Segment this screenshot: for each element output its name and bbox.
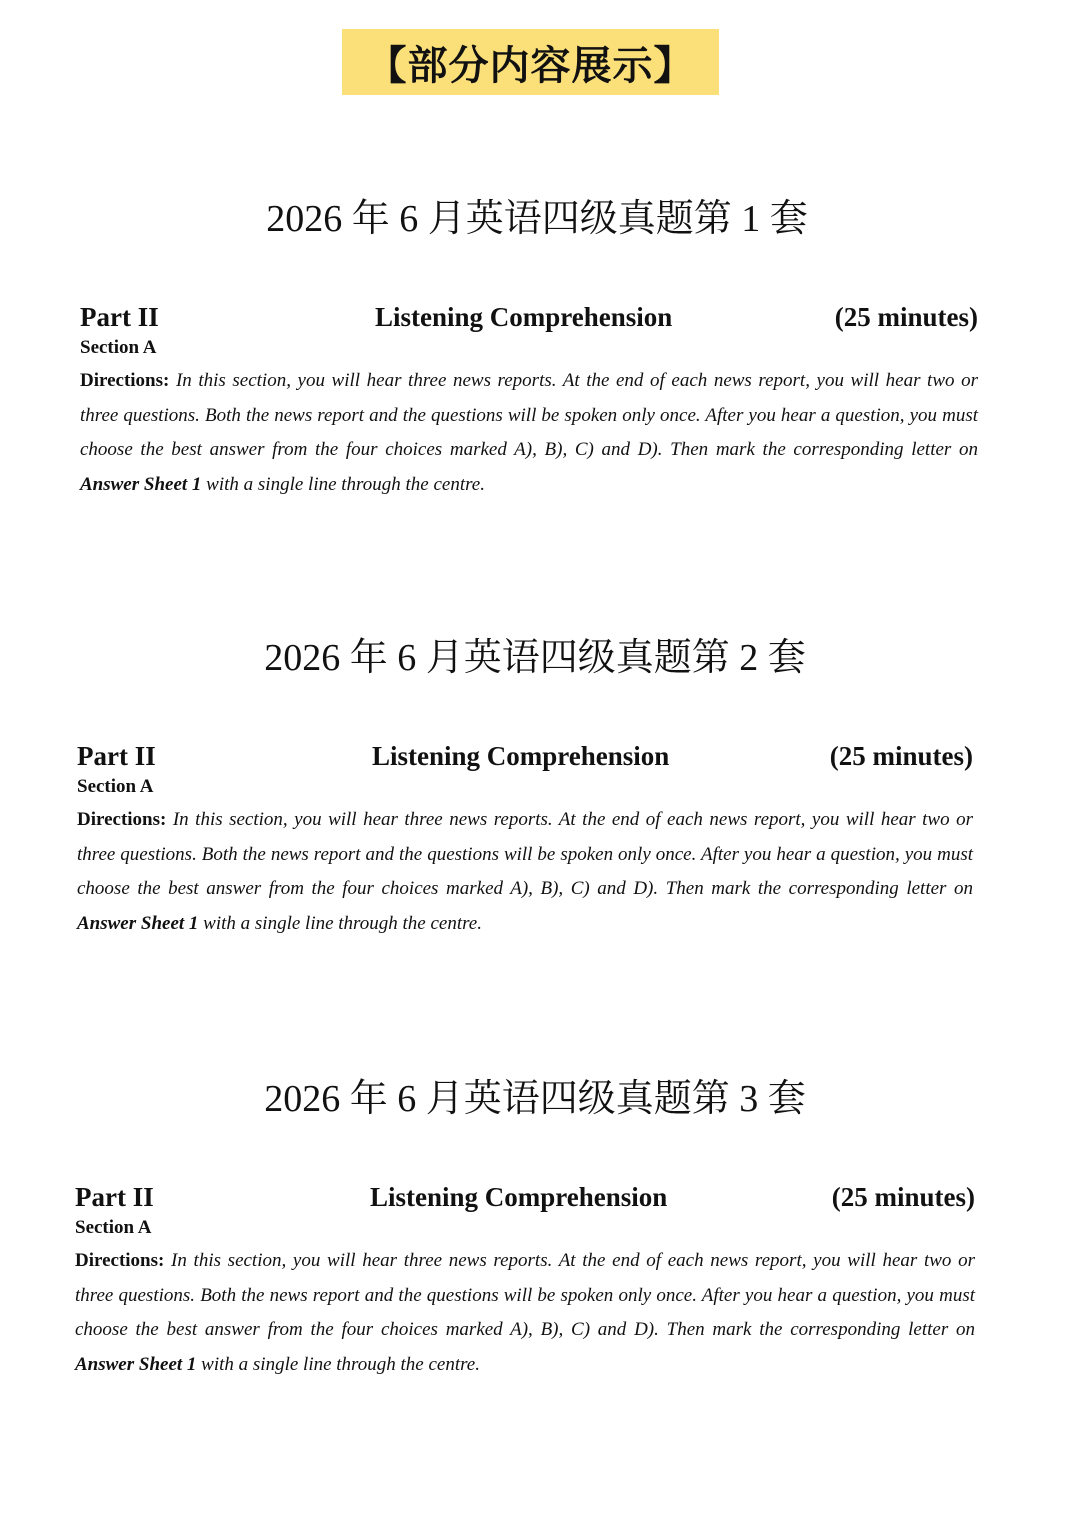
part-time: (25 minutes) [831, 1182, 975, 1212]
directions-text-end: with a single line through the centre. [201, 473, 485, 495]
answer-sheet-ref: Answer Sheet 1 [80, 473, 202, 495]
part-title: Listening Comprehension [370, 1182, 668, 1212]
part-title: Listening Comprehension [372, 741, 670, 771]
directions-paragraph [77, 803, 973, 941]
section-label: Section A [75, 1217, 152, 1238]
directions-text: In this section, you will hear three news reports. At the end of each news report, you will hear two or three questions. Both the news report and the questions will be spoken only once. After you hear a question, you must choose the best answer from the four choices marked A), B), C) and D). Then mark the corresponding letter on [80, 370, 978, 460]
directions-label: Directions: [80, 370, 170, 391]
directions-paragraph [75, 1244, 975, 1382]
directions-label: Directions: [75, 1250, 165, 1271]
directions-text-end: with a single line through the centre. [196, 1353, 480, 1375]
part-label: Part II [75, 1182, 154, 1212]
part-header [77, 739, 973, 773]
exam-set-1 [0, 196, 1080, 636]
exam-set-2 [0, 635, 1080, 1075]
part-title: Listening Comprehension [375, 302, 673, 332]
part-label: Part II [80, 302, 159, 332]
directions-text: In this section, you will hear three news reports. At the end of each news report, you will hear two or three questions. Both the news report and the questions will be spoken only once. After you hear a question, you must choose the best answer from the four choices marked A), B), C) and D). Then mark the corresponding letter on [77, 809, 973, 899]
part-time: (25 minutes) [834, 302, 978, 332]
part-header [80, 300, 978, 334]
preview-banner: 【部分内容展示】 [342, 29, 719, 95]
section-label: Section A [80, 337, 157, 358]
exam-set-3 [0, 1076, 1080, 1516]
section-label: Section A [77, 776, 154, 797]
answer-sheet-ref: Answer Sheet 1 [77, 912, 199, 934]
set-title: 2026 年 6 月英语四级真题第 2 套 [264, 637, 806, 679]
part-label: Part II [77, 741, 156, 771]
part-header [75, 1180, 975, 1214]
directions-text-end: with a single line through the centre. [198, 912, 482, 934]
directions-text: In this section, you will hear three news reports. At the end of each news report, you will hear two or three questions. Both the news report and the questions will be spoken only once. After you hear a question, you must choose the best answer from the four choices marked A), B), C) and D). Then mark the corresponding letter on [75, 1250, 975, 1340]
directions-paragraph [80, 364, 978, 502]
set-title: 2026 年 6 月英语四级真题第 3 套 [264, 1078, 806, 1120]
part-time: (25 minutes) [829, 741, 973, 771]
directions-label: Directions: [77, 809, 167, 830]
answer-sheet-ref: Answer Sheet 1 [75, 1353, 197, 1375]
set-title: 2026 年 6 月英语四级真题第 1 套 [266, 198, 808, 240]
